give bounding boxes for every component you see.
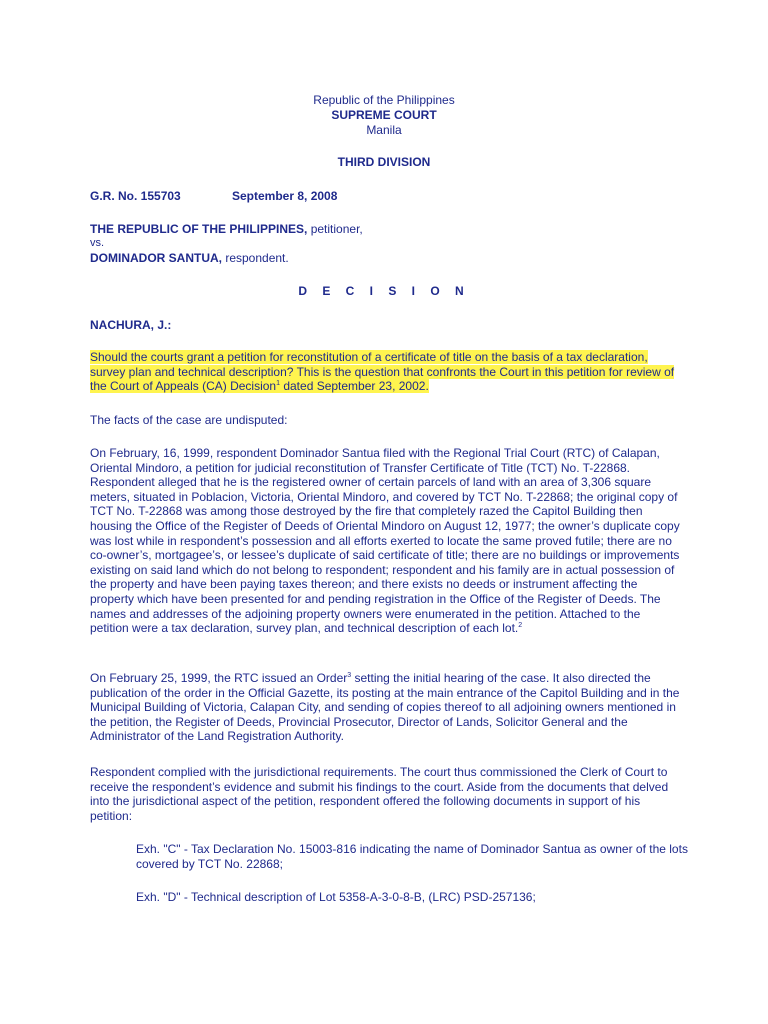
respondent-line	[90, 251, 289, 266]
ponente: NACHURA, J.:	[90, 318, 172, 332]
respondent-name: DOMINADOR SANTUA,	[90, 251, 222, 265]
paragraph-order: On February 25, 1999, the RTC issued an Order$^3$ setting the initial hearing of the case. It also directed the publication of the order in the Official Gazette, its posting at the main entrance of the Capitol Building and in the Municipal Building of Victoria, Calapan City, and sending of copies thereof to all adjoining owners mentioned in the petition, the Register of Deeds, Provincial Prosecutor, Director of Lands, Solicitor General and the Administrator of the Land Registration Authority.	[90, 671, 680, 744]
header-division: THIRD DIVISION	[337, 155, 431, 169]
footnote-link[interactable]: 3	[347, 672, 352, 679]
header-republic: Republic of the Philippines	[313, 93, 455, 107]
petitioner-line	[90, 222, 363, 237]
footnote-link[interactable]: 2	[518, 622, 523, 630]
paragraph-compliance: Respondent complied with the jurisdictional requirements. The court thus commissioned the Clerk of Court to receive the respondent’s evidence and submit his findings to the court. Aside from the documents that delved into the jurisdictional aspect of the petition, respondent offered the following documents in support of his petition:	[90, 765, 669, 823]
footnote-link[interactable]: 1	[276, 380, 280, 388]
versus: vs.	[90, 237, 105, 249]
paragraph-facts: On February, 16, 1999, respondent Dominador Santua filed with the Regional Trial Court (RTC) of Calapan, Oriental Mindoro, a petition for judicial reconstitution of Transfer Certificate of Title (TCT) No. T-22868. Respondent alleged that he is the registered owner of certain parcels of land with an area of 3,306 square meters, situated in Poblacion, Victoria, Oriental Mindoro, and covered by TCT No. T-22868; the original copy of TCT No. T-22868 was among those destroyed by the fire that completely razed the Capitol Building then housing the Office of the Register of Deeds of Oriental Mindoro on August 12, 1977; the owner’s duplicate copy was lost while in respondent’s possession and all efforts exerted to locate the same proved futile; there are no co-owner’s, mortgagee’s, or lessee’s duplicate of said certificate of title; there are no buildings or improvements existing on said land which do not belong to respondent; respondent and his family are in actual possession of the property and have been paying taxes thereon; and there exists no deeds or instrument affecting the property which have been presented for and pending registration in the Office of the Register of Deeds. The names and addresses of the adjoining property owners were enumerated in the petition. Attached to the petition were a tax declaration, survey plan, and technical description of each lot.$^2$	[90, 446, 680, 636]
paragraph-facts-intro: The facts of the case are undisputed:	[90, 413, 288, 427]
case-number: G.R. No. 155703	[90, 189, 181, 203]
case-date: September 8, 2008	[232, 189, 338, 203]
respondent-role: respondent.	[222, 251, 289, 265]
petitioner-role: petitioner,	[307, 222, 363, 236]
petitioner-name: THE REPUBLIC OF THE PHILIPPINES,	[90, 222, 308, 236]
exhibit-d: Exh. "D" - Technical description of Lot 5358-A-3-0-8-B, (LRC) PSD-257136;	[136, 890, 536, 904]
header-court: SUPREME COURT	[331, 108, 437, 122]
paragraph-question	[90, 350, 680, 394]
decision-title: D E C I S I O N	[298, 284, 470, 298]
header-city: Manila	[366, 123, 402, 137]
highlighted-text: Should the courts grant a petition for reconstitution of a certificate of title on the basis of a tax declaration, survey plan and technical description? This is the question that confronts the Court in this petition for review of the Court of Appeals (CA) Decision$^1$ dated September 23, 2002.	[90, 350, 675, 394]
exhibit-c: Exh. "C" - Tax Declaration No. 15003-816 indicating the name of Dominador Santua as owner of the lots covered by TCT No. 22868;	[136, 842, 688, 871]
